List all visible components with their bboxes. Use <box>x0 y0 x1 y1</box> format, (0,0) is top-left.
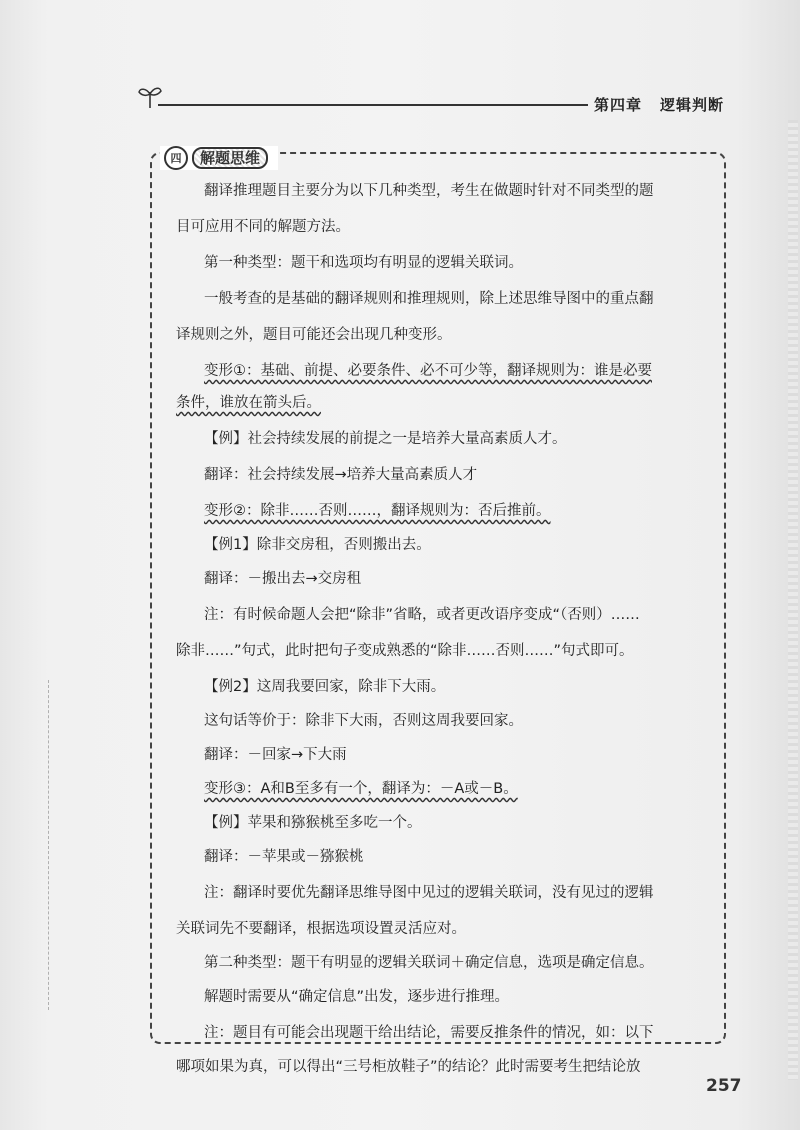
note-line: 注：题目有可能会出现题干给出结论，需要反推条件的情况，如：以下 <box>204 1025 654 1041</box>
rule-variant-1: 变形①：基础、前提、必要条件、必不可少等，翻译规则为：谁是必要 <box>204 363 652 379</box>
text-line: 译规则之外，题目可能还会出现几种变形。 <box>176 327 452 343</box>
page-number: 257 <box>706 1076 742 1096</box>
section-title: 解题思维 <box>192 147 268 169</box>
note-line: 关联词先不要翻译，根据选项设置灵活应对。 <box>176 921 466 937</box>
chapter-number: 第四章 <box>594 96 643 114</box>
example-line: 【例】苹果和猕猴桃至多吃一个。 <box>204 815 422 831</box>
rule-variant-3: 变形③：A和B至多有一个，翻译为：－A或－B。 <box>204 781 518 797</box>
example-line: 【例1】除非交房租，否则搬出去。 <box>204 537 431 553</box>
text-line: 第一种类型：题干和选项均有明显的逻辑关联词。 <box>204 255 523 271</box>
translation-line: 翻译：－搬出去→交房租 <box>204 571 362 587</box>
binding-edge-left <box>48 680 51 1010</box>
note-line: 注：有时候命题人会把“除非”省略，或者更改语序变成“（否则）…… <box>204 607 640 623</box>
section-number-icon: 四 <box>164 146 188 170</box>
text-line-emphasis <box>176 360 652 382</box>
text-line: 这句话等价于：除非下大雨，否则这周我要回家。 <box>204 713 523 729</box>
example-line: 【例】社会持续发展的前提之一是培养大量高素质人才。 <box>204 431 567 447</box>
rule-variant-1-cont: 条件，谁放在箭头后。 <box>176 395 321 411</box>
translation-line: 翻译：社会持续发展→培养大量高素质人才 <box>204 467 478 483</box>
translation-line: 翻译：－回家→下大雨 <box>204 747 347 763</box>
chapter-heading <box>594 94 724 115</box>
note-line: 哪项如果为真，可以得出“三号柜放鞋子”的结论？此时需要考生把结论放 <box>176 1059 641 1075</box>
text-line: 目可应用不同的解题方法。 <box>176 219 350 235</box>
example-line: 【例2】这周我要回家，除非下大雨。 <box>204 679 446 695</box>
section-box <box>150 152 726 1044</box>
text-line-emphasis <box>176 392 321 414</box>
text-line: 一般考查的是基础的翻译规则和推理规则，除上述思维导图中的重点翻 <box>204 291 654 307</box>
text-line-emphasis <box>176 500 551 522</box>
text-line: 第二种类型：题干有明显的逻辑关联词＋确定信息，选项是确定信息。 <box>204 955 654 971</box>
text-line: 解题时需要从“确定信息”出发，逐步进行推理。 <box>204 989 510 1005</box>
rule-variant-2: 变形②：除非……否则……，翻译规则为：否后推前。 <box>204 503 551 519</box>
section-tag <box>160 146 278 170</box>
note-line: 除非……”句式，此时把句子变成熟悉的“除非……否则……”句式即可。 <box>176 643 634 659</box>
translation-line: 翻译：－苹果或－猕猴桃 <box>204 849 364 865</box>
chapter-title: 逻辑判断 <box>660 96 725 114</box>
text-line: 翻译推理题目主要分为以下几种类型，考生在做题时针对不同类型的题 <box>204 183 654 199</box>
page-edge-right <box>788 120 798 1080</box>
header-rule <box>158 104 588 106</box>
note-line: 注：翻译时要优先翻译思维导图中见过的逻辑关联词，没有见过的逻辑 <box>204 885 654 901</box>
text-line-emphasis <box>176 778 518 800</box>
